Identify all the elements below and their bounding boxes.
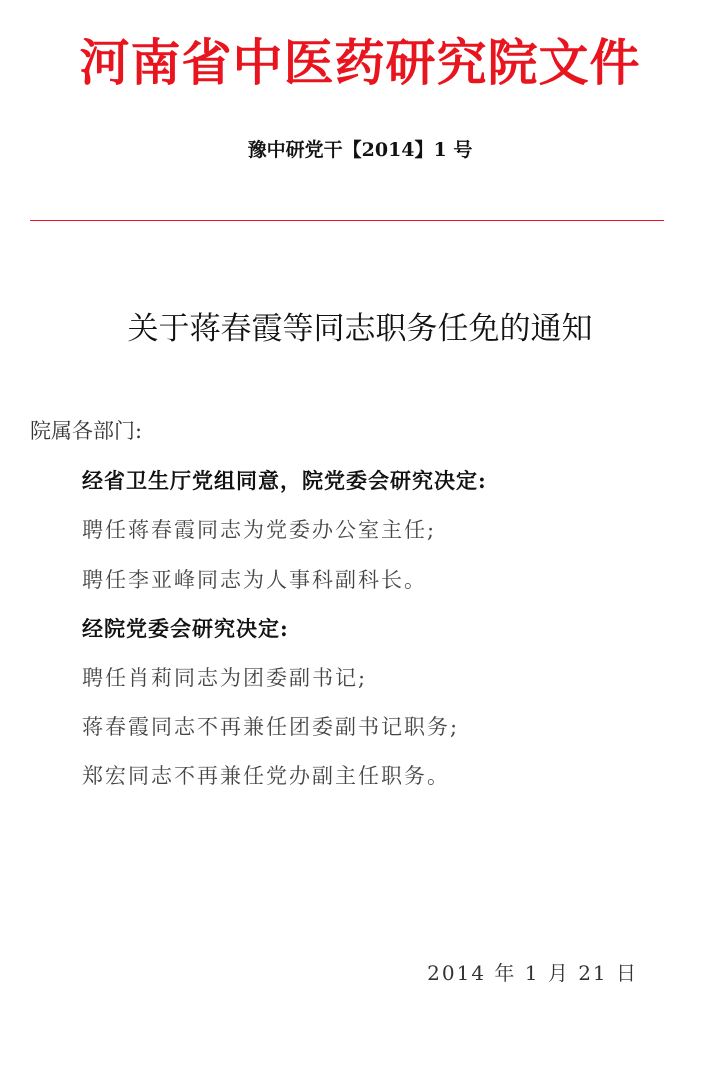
salutation: 院属各部门: bbox=[30, 419, 143, 443]
org-masthead-title: 河南省中医药研究院文件 bbox=[79, 34, 641, 92]
removal-item: 郑宏同志不再兼任党办副主任职务。 bbox=[82, 764, 450, 788]
appointment-item: 聘任李亚峰同志为人事科副科长。 bbox=[82, 568, 427, 592]
decision-intro-1: 经省卫生厅党组同意，院党委会研究决定: bbox=[82, 468, 487, 493]
notice-title: 关于蒋春霞等同志职务任免的通知 bbox=[127, 311, 593, 347]
decision-intro-2: 经院党委会研究决定: bbox=[82, 616, 289, 641]
document-number: 豫中研党干【2014】1 号 bbox=[247, 139, 473, 161]
appointment-item: 聘任肖莉同志为团委副书记; bbox=[82, 666, 368, 690]
appointment-item: 聘任蒋春霞同志为党委办公室主任; bbox=[82, 518, 437, 542]
red-divider-line bbox=[30, 220, 664, 221]
issue-date: 2014 年 1 月 21 日 bbox=[427, 961, 638, 985]
removal-item: 蒋春霞同志不再兼任团委副书记职务; bbox=[82, 715, 460, 739]
